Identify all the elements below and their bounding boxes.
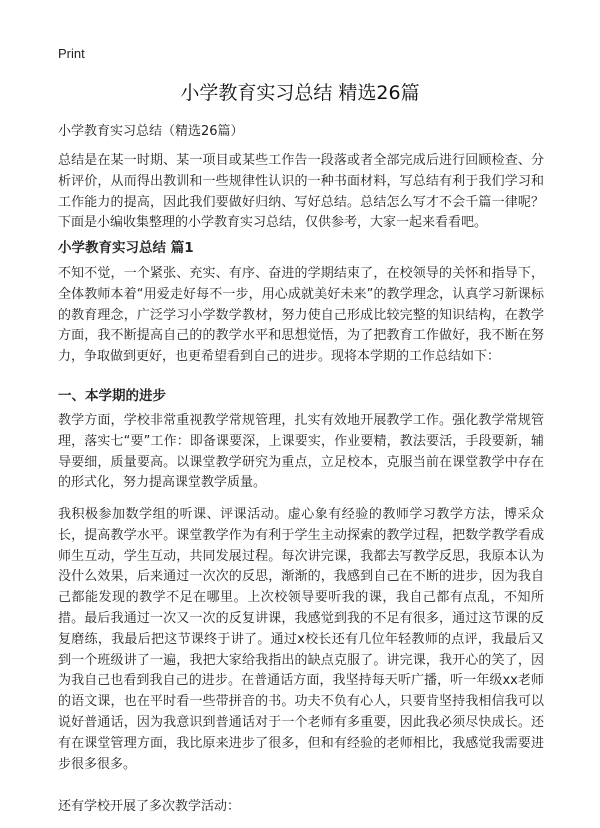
intro-paragraph: 总结是在某一时期、某一项目或某些工作告一段落或者全部完成后进行回顾检查、分析评价，从而得出教训和一些规律性认识的一种书面材料，写总结有利于我们学习和工作能力的提高，因此我们要做好归纳、写好总结。总结怎么写才不会千篇一律呢？下面是小编收集整理的小学教育实习总结，仅供参考，大家一起来看看吧。 — [58, 153, 544, 231]
print-link[interactable]: Print — [58, 46, 85, 61]
activities-paragraph: 还有学校开展了多次教学活动： — [58, 799, 241, 814]
observation-paragraph: 我积极参加数学组的听课、评课活动。虚心象有经验的教师学习教学方法，博采众长，提高教学水平。课堂教学作为有利于学生主动探索的教学过程，把数学教学看成师生互动，学生互动，共同发展过程。每次讲完课，我都去写教学反思，我原本认为没什么效果，后来通过一次次的反思，渐渐的，我感到自己在不断的进步，因为我自己都能发现的教学不足在哪里。上次校领导要听我的课，我自己都有点乱，不知所措。最后我通过一次又一次的反复讲课，我感觉到我的不足有很多，通过这节课的反复磨练，我最后把这节课终于讲了。通过x校长还有几位年轻教师的点评，我最后又到一个班级讲了一遍，我把大家给我指出的缺点克服了。讲完课，我开心的笑了，因为我自己也看到我自己的进步。在普通话方面，我坚持每天听广播，听一年级xx老师的语文课，也在平时看一些带拼音的书。功夫不负有心人，只要肯坚持我相信我可以说好普通话，因为我意识到普通话对于一个老师有多重要，因此我必须尽快成长。还有在课堂管理方面，我比原来进步了很多，但和有经验的老师相比，我感觉我需要进步很多很多。 — [58, 507, 544, 772]
teaching-paragraph: 教学方面，学校非常重视教学常规管理，扎实有效地开展教学工作。强化教学常规管理，落实七“要”工作：即备课要深，上课要实，作业要精，教法要活，手段要新，辅导要细，质量要高。以课堂教学研究为重点，立足校本，克服当前在课堂教学中存在的形式化，努力提高课堂教学质量。 — [58, 413, 544, 491]
section-heading: 小学教育实习总结 篇1 — [58, 240, 194, 256]
page-title: 小学教育实习总结 精选26篇 — [180, 82, 420, 104]
subtitle: 小学教育实习总结（精选26篇） — [58, 124, 244, 139]
section1-paragraph: 不知不觉，一个紧张、充实、有序、奋进的学期结束了，在校领导的关怀和指导下，全体教师本着“用爱走好每不一步，用心成就美好未来”的教学理念，认真学习新课标的教育理念，广泛学习小学数学教材，努力使自己形成比较完整的知识结构，在教学方面，我不断提高自己的的教学水平和思想觉悟，为了把教育工作做好，我不断在努力，争取做到更好，也更希望看到自己的进步。现将本学期的工作总结如下： — [58, 266, 544, 365]
subsection-heading: 一、本学期的进步 — [58, 388, 166, 404]
